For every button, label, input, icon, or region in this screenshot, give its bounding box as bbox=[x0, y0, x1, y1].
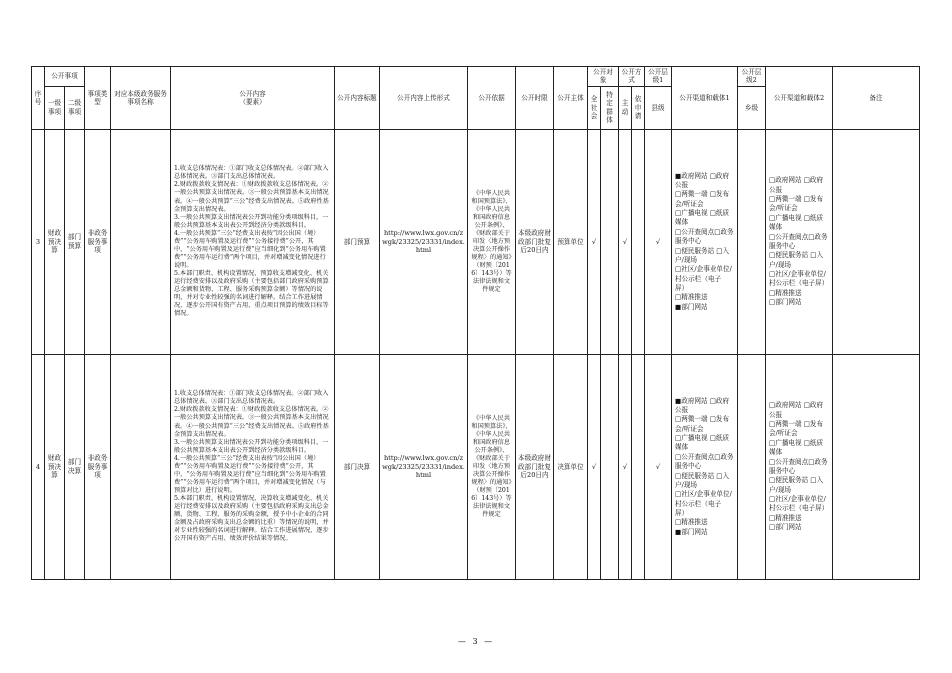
header-remark: 备注 bbox=[833, 67, 920, 130]
row-type: 非政务服务事项 bbox=[85, 354, 111, 579]
header-level2: 公开层级2 bbox=[738, 67, 766, 87]
row-level2: 部门预算 bbox=[65, 129, 85, 354]
row-remark bbox=[833, 354, 920, 579]
header-level1: 公开层级1 bbox=[645, 67, 672, 87]
row-basis: 《中华人民共和国预算法》、《中华人民共和国政府信息公开条例》、《财政部关于印发〈地方预决算公开操作规程〉的通知》（财预〔2016〕143号）等法律法规和文件规定 bbox=[468, 129, 516, 354]
row-channel2: □政府网站 □政府公报 □两微一端 □发布会/听证会 □广播电视 □纸质媒体 □公开查阅点□政务服务中心 □便民服务站 □入户/现场 □社区/企事业单位/村公示栏（电子屏） □精准推送 □部门网站 bbox=[766, 354, 833, 579]
row-level2-town bbox=[738, 354, 766, 579]
row-method-apply bbox=[632, 354, 645, 579]
row-channel1: ■政府网站 □政府公报 □两微一端 □发布会/听证会 □广播电视 □纸质媒体 □公开查阅点□政务服务中心 □便民服务站 □入户/现场 □社区/企事业单位/村公示栏（电子屏） □精准推送 ■部门网站 bbox=[672, 129, 738, 354]
row-method-active: √ bbox=[619, 354, 632, 579]
header-content-title: 公开内容标题 bbox=[335, 67, 380, 130]
row-upload-link[interactable]: http://www.lwx.gov.cn/zwgk/23325/23331/index.html bbox=[380, 354, 468, 579]
row-seq: 3 bbox=[32, 129, 45, 354]
row-remark bbox=[833, 129, 920, 354]
row-target-specific bbox=[601, 354, 619, 579]
header-upload-form: 公开内容上传形式 bbox=[380, 67, 468, 130]
header-target: 公开对象 bbox=[588, 67, 619, 87]
header-time: 公开时限 bbox=[516, 67, 554, 130]
row-level1: 财政预决算 bbox=[45, 354, 65, 579]
header-row-1 bbox=[32, 67, 920, 87]
row-content: 1.收支总体情况表：①部门收支总体情况表。②部门收入总体情况表。③部门支出总体情况表。 2.财政拨款收支情况表：①财政拨款收支总体情况表。②一般公共预算支出情况表。③一般公共预算基本支出情况表。④一般公共预算“三公”经费支出情况表。⑤政府性基金预算支出情况表。 3.一般公共预算支出情况表公开到功能分类项级科目，一般公共预算基本支出表公开到经济分类款级科目。 4.一般公共预算“三公”经费支出表按“因公出国（境）费”“公务用车购置及运行费”“公务接待费”公开，其中，“公务用车购置及运行费”应当细化到“公务用车购置费”“公务用车运行费”两个项目，并对增减变化情况（与预算对比）进行说明。 5.本部门职责、机构设置情况，决算收支增减变化、机关运行经费安排以及政府采购（主要包括政府采购支出总金额、货物、工程、服务的采购金额，授予中小企业的合同金额及占政府采购支出总金额的比重）等情况的说明，并对专业性较强的名词进行解释。结合工作进展情况，逐步公开国有资产占用、绩效评价结果等情况。 bbox=[171, 354, 335, 579]
row-target-all: √ bbox=[588, 354, 601, 579]
header-gov-service: 对应本级政务服务事项名称 bbox=[111, 67, 171, 130]
header-channel1: 公开渠道和载体1 bbox=[672, 67, 738, 130]
header-method-apply: 依申请 bbox=[632, 86, 645, 129]
row-upload-link[interactable]: http://www.lwx.gov.cn/zwgk/23325/23331/index.html bbox=[380, 129, 468, 354]
row-method-active: √ bbox=[619, 129, 632, 354]
table-row bbox=[32, 354, 920, 579]
row-content: 1.收支总体情况表：①部门收支总体情况表。②部门收入总体情况表。③部门支出总体情况表。 2.财政拨款收支情况表：①财政拨款收支总体情况表。②一般公共预算支出情况表。③一般公共预算基本支出情况表。④一般公共预算“三公”经费支出情况表。⑤政府性基金预算支出情况表。 3.一般公共预算支出情况表公开到功能分类项级科目，一般公共预算基本支出表公开到经济分类款级科目。 4.一般公共预算“三公”经费支出表按“因公出国（境）费”“公务用车购置及运行费”“公务接待费”公开，其中，“公务用车购置及运行费”应当细化到“公务用车购置费”“公务用车运行费”两个项目，并对增减变化情况进行说明。 5.本部门职责、机构设置情况，预算收支增减变化、机关运行经费安排以及政府采购（主要包括部门政府采购预算总金额和货物、工程、服务采购预算金额）等情况的说明，并对专业性较强的名词进行解释。结合工作进展情况，逐步公开国有资产占用、重点项目预算的绩效目标等情况。 bbox=[171, 129, 335, 354]
header-channel2: 公开渠道和载体2 bbox=[766, 67, 833, 130]
disclosure-table bbox=[31, 66, 920, 580]
table-row bbox=[32, 129, 920, 354]
header-target-specific: 特定群体 bbox=[601, 86, 619, 129]
header-basis: 公开依据 bbox=[468, 67, 516, 130]
header-subject: 公开主体 bbox=[554, 67, 588, 130]
row-channel2: □政府网站 □政府公报 □两微一端 □发布会/听证会 □广播电视 □纸质媒体 □公开查阅点□政务服务中心 □便民服务站 □入户/现场 □社区/企事业单位/村公示栏（电子屏） □精准推送 □部门网站 bbox=[766, 129, 833, 354]
row-level1-county: √ bbox=[645, 129, 672, 354]
header-item-level2: 二级事项 bbox=[65, 86, 85, 129]
row-gov-service bbox=[111, 129, 171, 354]
header-target-all: 全社会 bbox=[588, 86, 601, 129]
row-subject: 决算单位 bbox=[554, 354, 588, 579]
header-level2-town: 乡级 bbox=[738, 86, 766, 129]
row-channel1: ■政府网站 □政府公报 □两微一端 □发布会/听证会 □广播电视 □纸质媒体 □公开查阅点□政务服务中心 □便民服务站 □入户/现场 □社区/企事业单位/村公示栏（电子屏） □精准推送 ■部门网站 bbox=[672, 354, 738, 579]
row-level1: 财政预决算 bbox=[45, 129, 65, 354]
header-content: 公开内容 （要素） bbox=[171, 67, 335, 130]
header-item-level1: 一级事项 bbox=[45, 86, 65, 129]
header-method-active: 主动 bbox=[619, 86, 632, 129]
row-subject: 预算单位 bbox=[554, 129, 588, 354]
row-level1-county: √ bbox=[645, 354, 672, 579]
header-method: 公开方式 bbox=[619, 67, 645, 87]
row-title: 部门预算 bbox=[335, 129, 380, 354]
header-item-type: 事项类型 bbox=[85, 67, 111, 130]
row-method-apply bbox=[632, 129, 645, 354]
row-time: 本级政府财政部门批复后20日内 bbox=[516, 129, 554, 354]
row-target-all: √ bbox=[588, 129, 601, 354]
header-level1-county: 县级 bbox=[645, 86, 672, 129]
row-title: 部门决算 bbox=[335, 354, 380, 579]
row-level2-town bbox=[738, 129, 766, 354]
header-seq: 序号 bbox=[32, 67, 45, 130]
row-gov-service bbox=[111, 354, 171, 579]
row-target-specific bbox=[601, 129, 619, 354]
row-seq: 4 bbox=[32, 354, 45, 579]
header-item: 公开事项 bbox=[45, 67, 85, 87]
page-number: — 3 — bbox=[457, 637, 495, 646]
row-time: 本级政府财政部门批复后20日内 bbox=[516, 354, 554, 579]
row-level2: 部门决算 bbox=[65, 354, 85, 579]
row-type: 非政务服务事项 bbox=[85, 129, 111, 354]
row-basis: 《中华人民共和国预算法》、《中华人民共和国政府信息公开条例》、《财政部关于印发〈地方预决算公开操作规程〉的通知》（财预〔2016〕143号）等法律法规和文件规定 bbox=[468, 354, 516, 579]
